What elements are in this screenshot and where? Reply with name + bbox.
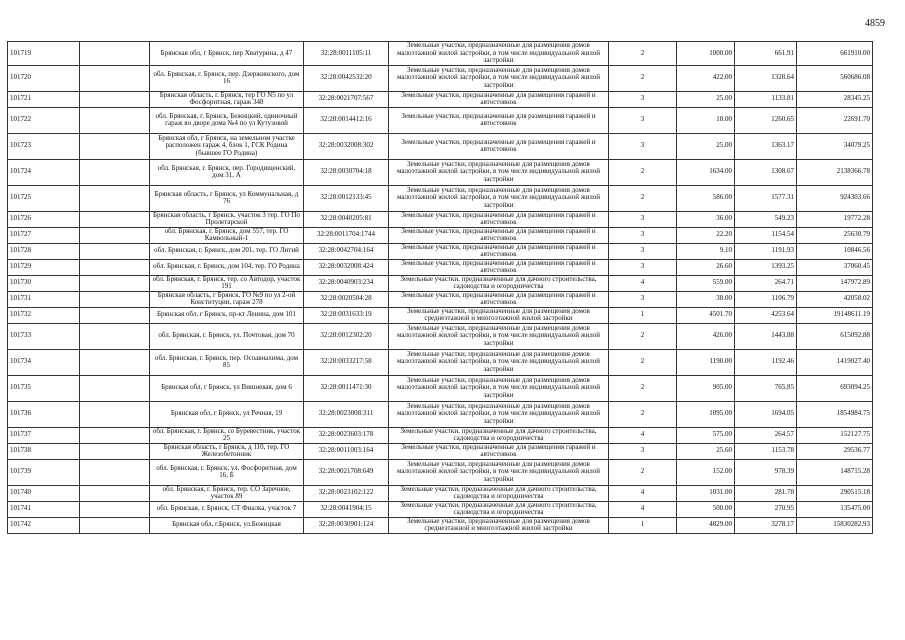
record-id-cell: 101730 — [8, 275, 80, 291]
area-cell: 25.00 — [677, 91, 735, 107]
table-row — [8, 42, 873, 66]
address-cell: Брянская обл, г.Брянск, ул.Бежицкая — [150, 517, 304, 533]
cadastral-value-cell: 924303.66 — [797, 185, 873, 211]
specific-value-cell: 1443.88 — [735, 323, 797, 349]
specific-value-cell: 1694.05 — [735, 401, 797, 427]
land-use-cell: Земельные участки, предназначенные для дачного строительства, садоводства и огородничества — [389, 485, 609, 501]
table-row — [8, 275, 873, 291]
record-id-cell: 101725 — [8, 185, 80, 211]
record-id-cell: 101722 — [8, 107, 80, 133]
land-use-cell: Земельные участки, предназначенные для размещения домов среднеэтажной и многоэтажной жилой застройки — [389, 517, 609, 533]
address-cell: Брянская область, г Брянск, участок 3 тер. ГО По Пролетарской — [150, 211, 304, 227]
empty-cell — [80, 91, 150, 107]
cadastral-number-cell: 32:28:0011105:11 — [304, 42, 389, 66]
area-cell: 26.60 — [677, 259, 735, 275]
empty-cell — [80, 427, 150, 443]
use-group-cell: 4 — [609, 427, 677, 443]
land-use-cell: Земельные участки, предназначенные для размещения гаражей и автостоянок — [389, 107, 609, 133]
record-id-cell: 101724 — [8, 159, 80, 185]
cadastral-number-cell: 32:28:0033217:58 — [304, 349, 389, 375]
empty-cell — [80, 375, 150, 401]
cadastral-number-cell: 32:28:0023603:178 — [304, 427, 389, 443]
record-id-cell: 101721 — [8, 91, 80, 107]
area-cell: 422.00 — [677, 65, 735, 91]
address-cell: Брянская область, г Брянск, д 110, тер. ГО Железобетонник — [150, 443, 304, 459]
specific-value-cell: 281.78 — [735, 485, 797, 501]
table-row — [8, 185, 873, 211]
empty-cell — [80, 459, 150, 485]
empty-cell — [80, 485, 150, 501]
address-cell: Брянская обл, г Брянск, ул Речная, 19 — [150, 401, 304, 427]
table-row — [8, 227, 873, 243]
cadastral-number-cell: 32:28:0023008:311 — [304, 401, 389, 427]
cadastral-value-cell: 10846.56 — [797, 243, 873, 259]
use-group-cell: 2 — [609, 401, 677, 427]
area-cell: 4829.00 — [677, 517, 735, 533]
record-id-cell: 101729 — [8, 259, 80, 275]
empty-cell — [80, 133, 150, 159]
area-cell: 575.00 — [677, 427, 735, 443]
area-cell: 1095.00 — [677, 401, 735, 427]
cadastral-number-cell: 32:28:0040205:81 — [304, 211, 389, 227]
address-cell: Брянская область, г Брянск, ГО №9 по ул 2-ой Конституции, гараж 278 — [150, 291, 304, 307]
cadastral-number-cell: 32:28:0011704:1744 — [304, 227, 389, 243]
record-id-cell: 101734 — [8, 349, 80, 375]
land-use-cell: Земельные участки, предназначенные для размещения гаражей и автостоянок — [389, 291, 609, 307]
area-cell: 559.00 — [677, 275, 735, 291]
empty-cell — [80, 107, 150, 133]
record-id-cell: 101736 — [8, 401, 80, 427]
table-row — [8, 307, 873, 323]
area-cell: 1190.00 — [677, 349, 735, 375]
empty-cell — [80, 243, 150, 259]
use-group-cell: 3 — [609, 259, 677, 275]
cadastral-number-cell: 32:28:0031633:19 — [304, 307, 389, 323]
page-number: 4859 — [865, 18, 885, 29]
cadastral-number-cell: 32:28:0032008:424 — [304, 259, 389, 275]
use-group-cell: 3 — [609, 243, 677, 259]
table-body — [8, 42, 873, 534]
cadastral-value-cell: 29536.77 — [797, 443, 873, 459]
cadastral-value-cell: 19148611.19 — [797, 307, 873, 323]
cadastral-number-cell: 32:28:0021708:649 — [304, 459, 389, 485]
cadastral-value-cell: 290515.18 — [797, 485, 873, 501]
cadastral-value-cell: 2138366.78 — [797, 159, 873, 185]
record-id-cell: 101739 — [8, 459, 80, 485]
address-cell: обл. Брянская, г. Брянск, СТ Фиалка, участок 7 — [150, 501, 304, 517]
area-cell: 1634.00 — [677, 159, 735, 185]
land-use-cell: Земельные участки, предназначенные для размещения домов малоэтажной жилой застройки, в том числе индивидуальной жилой застройки — [389, 323, 609, 349]
address-cell: обл. Брянская, г. Брянск, ул. Фосфоритная, дом 16, Б — [150, 459, 304, 485]
empty-cell — [80, 159, 150, 185]
cadastral-number-cell: 32:28:0030901:124 — [304, 517, 389, 533]
table-row — [8, 243, 873, 259]
table-row — [8, 159, 873, 185]
address-cell: обл. Брянская, г. Брянск, дом 557, тер. ГО Камвольный-1 — [150, 227, 304, 243]
area-cell: 500.00 — [677, 501, 735, 517]
table-row — [8, 107, 873, 133]
empty-cell — [80, 65, 150, 91]
cadastral-value-cell: 37060.45 — [797, 259, 873, 275]
address-cell: Брянская обл, г Брянск, пр-кт Ленина, дом 101 — [150, 307, 304, 323]
empty-cell — [80, 443, 150, 459]
address-cell: обл. Брянская, г. Брянск, пер. Осоавиахима, дом 85 — [150, 349, 304, 375]
empty-cell — [80, 42, 150, 66]
cadastral-value-cell: 661910.00 — [797, 42, 873, 66]
address-cell: Брянская обл, г Брянск, на земельном участке расположен гараж 4, блок 1, ГСК Родина (бывшее ГО Родина) — [150, 133, 304, 159]
cadastral-value-cell: 152127.75 — [797, 427, 873, 443]
specific-value-cell: 264.71 — [735, 275, 797, 291]
record-id-cell: 101732 — [8, 307, 80, 323]
area-cell: 38.00 — [677, 291, 735, 307]
address-cell: обл. Брянская, г. Брянск, дом 201, тер. ГО Литий — [150, 243, 304, 259]
cadastral-number-cell: 32:28:0042532:20 — [304, 65, 389, 91]
record-id-cell: 101728 — [8, 243, 80, 259]
use-group-cell: 1 — [609, 307, 677, 323]
area-cell: 25.60 — [677, 443, 735, 459]
address-cell: обл. Брянская, г. Брянск, ул. Почтовая, дом 70 — [150, 323, 304, 349]
use-group-cell: 2 — [609, 349, 677, 375]
use-group-cell: 2 — [609, 65, 677, 91]
address-cell: Брянская область, г Брянск, ул Коммунальная, д 76 — [150, 185, 304, 211]
cadastral-value-cell: 615092.88 — [797, 323, 873, 349]
specific-value-cell: 1153.78 — [735, 443, 797, 459]
area-cell: 426.00 — [677, 323, 735, 349]
cadastral-number-cell: 32:28:0011471:30 — [304, 375, 389, 401]
specific-value-cell: 1106.79 — [735, 291, 797, 307]
empty-cell — [80, 349, 150, 375]
area-cell: 1000.00 — [677, 42, 735, 66]
area-cell: 9.10 — [677, 243, 735, 259]
cadastral-number-cell: 32:28:0042704:164 — [304, 243, 389, 259]
specific-value-cell: 661.91 — [735, 42, 797, 66]
cadastral-value-cell: 693094.25 — [797, 375, 873, 401]
empty-cell — [80, 185, 150, 211]
cadastral-value-cell: 148715.28 — [797, 459, 873, 485]
cadastral-value-cell: 15830282.93 — [797, 517, 873, 533]
cadastral-value-cell: 22691.70 — [797, 107, 873, 133]
table-row — [8, 401, 873, 427]
table-row — [8, 211, 873, 227]
empty-cell — [80, 227, 150, 243]
cadastral-value-cell: 1854984.75 — [797, 401, 873, 427]
cadastral-number-cell: 32:28:0012133:45 — [304, 185, 389, 211]
use-group-cell: 3 — [609, 133, 677, 159]
specific-value-cell: 549.23 — [735, 211, 797, 227]
use-group-cell: 2 — [609, 185, 677, 211]
area-cell: 905.00 — [677, 375, 735, 401]
specific-value-cell: 1328.64 — [735, 65, 797, 91]
empty-cell — [80, 259, 150, 275]
area-cell: 4501.70 — [677, 307, 735, 323]
record-id-cell: 101740 — [8, 485, 80, 501]
table-row — [8, 459, 873, 485]
cadastral-number-cell: 32:28:0014412:16 — [304, 107, 389, 133]
use-group-cell: 4 — [609, 275, 677, 291]
land-use-cell: Земельные участки, предназначенные для размещения домов малоэтажной жилой застройки, в том числе индивидуальной жилой застройки — [389, 65, 609, 91]
use-group-cell: 4 — [609, 501, 677, 517]
land-use-cell: Земельные участки, предназначенные для размещения гаражей и автостоянок — [389, 243, 609, 259]
specific-value-cell: 3278.17 — [735, 517, 797, 533]
land-use-cell: Земельные участки, предназначенные для размещения домов малоэтажной жилой застройки, в том числе индивидуальной жилой застройки — [389, 185, 609, 211]
land-use-cell: Земельные участки, предназначенные для размещения гаражей и автостоянок — [389, 443, 609, 459]
specific-value-cell: 270.95 — [735, 501, 797, 517]
table-row — [8, 501, 873, 517]
cadastral-value-cell: 560686.08 — [797, 65, 873, 91]
record-id-cell: 101738 — [8, 443, 80, 459]
record-id-cell: 101737 — [8, 427, 80, 443]
address-cell: обл. Брянская, г. Брянск, Бежицкий, одиночный гараж во дворе дома №4 по ул Кутузовой — [150, 107, 304, 133]
land-use-cell: Земельные участки, предназначенные для дачного строительства, садоводства и огородничества — [389, 427, 609, 443]
record-id-cell: 101735 — [8, 375, 80, 401]
use-group-cell: 2 — [609, 42, 677, 66]
area-cell: 18.00 — [677, 107, 735, 133]
area-cell: 586.00 — [677, 185, 735, 211]
record-id-cell: 101726 — [8, 211, 80, 227]
specific-value-cell: 1191.93 — [735, 243, 797, 259]
land-use-cell: Земельные участки, предназначенные для размещения домов малоэтажной жилой застройки, в том числе индивидуальной жилой застройки — [389, 159, 609, 185]
cadastral-value-cell: 19772.28 — [797, 211, 873, 227]
address-cell: обл. Брянская, г. Брянск, пер. Городищенский, дом 31, А — [150, 159, 304, 185]
area-cell: 1031.00 — [677, 485, 735, 501]
use-group-cell: 3 — [609, 211, 677, 227]
land-use-cell: Земельные участки, предназначенные для размещения гаражей и автостоянок — [389, 259, 609, 275]
address-cell: Брянская область, г. Брянск, тер ГО N5 по ул Фосфоритная, гараж 348 — [150, 91, 304, 107]
address-cell: обл. Брянская, г. Брянск, пер. Дзержинского, дом 16 — [150, 65, 304, 91]
cadastral-number-cell: 32:28:0030704:18 — [304, 159, 389, 185]
address-cell: Брянская обл, г Брянск, ул Вишневая, дом 6 — [150, 375, 304, 401]
empty-cell — [80, 323, 150, 349]
table-row — [8, 375, 873, 401]
address-cell: Брянская обл, г Брянск, пер Хватурина, д 47 — [150, 42, 304, 66]
cadastral-number-cell: 32:28:0023102:122 — [304, 485, 389, 501]
land-use-cell: Земельные участки, предназначенные для размещения домов малоэтажной жилой застройки, в том числе индивидуальной жилой застройки — [389, 349, 609, 375]
cadastral-value-cell: 28345.25 — [797, 91, 873, 107]
table-row — [8, 427, 873, 443]
record-id-cell: 101731 — [8, 291, 80, 307]
cadastral-number-cell: 32:28:0020504:28 — [304, 291, 389, 307]
address-cell: обл. Брянская, г. Брянск, со Буревестник, участок 25 — [150, 427, 304, 443]
specific-value-cell: 1577.31 — [735, 185, 797, 211]
use-group-cell: 2 — [609, 459, 677, 485]
record-id-cell: 101720 — [8, 65, 80, 91]
specific-value-cell: 765.85 — [735, 375, 797, 401]
empty-cell — [80, 501, 150, 517]
land-use-cell: Земельные участки, предназначенные для дачного строительства, садоводства и огородничества — [389, 275, 609, 291]
use-group-cell: 3 — [609, 291, 677, 307]
cadastral-number-cell: 32:28:0021707:567 — [304, 91, 389, 107]
table-row — [8, 133, 873, 159]
specific-value-cell: 1308.67 — [735, 159, 797, 185]
use-group-cell: 3 — [609, 91, 677, 107]
record-id-cell: 101723 — [8, 133, 80, 159]
land-use-cell: Земельные участки, предназначенные для размещения домов среднеэтажной и многоэтажной жилой застройки — [389, 307, 609, 323]
specific-value-cell: 1260.65 — [735, 107, 797, 133]
empty-cell — [80, 307, 150, 323]
empty-cell — [80, 401, 150, 427]
record-id-cell: 101741 — [8, 501, 80, 517]
address-cell: обл. Брянская, г. Брянск, дом 104, тер. ГО Родина — [150, 259, 304, 275]
cadastral-value-cell: 135475.00 — [797, 501, 873, 517]
address-cell: обл. Брянская, г. Брянск, тер. СО Заречное, участок 89 — [150, 485, 304, 501]
empty-cell — [80, 211, 150, 227]
cadastral-number-cell: 32:28:0041904:15 — [304, 501, 389, 517]
table-row — [8, 259, 873, 275]
area-cell: 25.00 — [677, 133, 735, 159]
table-row — [8, 291, 873, 307]
use-group-cell: 3 — [609, 227, 677, 243]
record-id-cell: 101727 — [8, 227, 80, 243]
empty-cell — [80, 275, 150, 291]
cadastral-number-cell: 32:28:0040903:234 — [304, 275, 389, 291]
specific-value-cell: 978.39 — [735, 459, 797, 485]
area-cell: 152.00 — [677, 459, 735, 485]
table-row — [8, 323, 873, 349]
area-cell: 36.00 — [677, 211, 735, 227]
land-use-cell: Земельные участки, предназначенные для размещения домов малоэтажной жилой застройки, в том числе индивидуальной жилой застройки — [389, 375, 609, 401]
land-use-cell: Земельные участки, предназначенные для размещения домов малоэтажной жилой застройки, в том числе индивидуальной жилой застройки — [389, 401, 609, 427]
land-use-cell: Земельные участки, предназначенные для дачного строительства, садоводства и огородничества — [389, 501, 609, 517]
land-use-cell: Земельные участки, предназначенные для размещения домов малоэтажной жилой застройки, в том числе индивидуальной жилой застройки — [389, 459, 609, 485]
land-use-cell: Земельные участки, предназначенные для размещения домов малоэтажной жилой застройки, в том числе индивидуальной жилой застройки — [389, 42, 609, 66]
specific-value-cell: 4253.64 — [735, 307, 797, 323]
cadastral-value-cell: 42058.02 — [797, 291, 873, 307]
specific-value-cell: 1133.81 — [735, 91, 797, 107]
table-row — [8, 443, 873, 459]
specific-value-cell: 1192.46 — [735, 349, 797, 375]
table-row — [8, 349, 873, 375]
land-use-cell: Земельные участки, предназначенные для размещения гаражей и автостоянок — [389, 133, 609, 159]
land-use-cell: Земельные участки, предназначенные для размещения гаражей и автостоянок — [389, 91, 609, 107]
cadastral-value-cell: 34079.25 — [797, 133, 873, 159]
use-group-cell: 2 — [609, 375, 677, 401]
specific-value-cell: 264.57 — [735, 427, 797, 443]
cadastral-number-cell: 32:28:0012302:20 — [304, 323, 389, 349]
cadastral-number-cell: 32:28:0032008:302 — [304, 133, 389, 159]
address-cell: обл. Брянская, г. Брянск, тер. со Автодор, участок 191 — [150, 275, 304, 291]
land-use-cell: Земельные участки, предназначенные для размещения гаражей и автостоянок — [389, 211, 609, 227]
cadastral-value-table — [7, 41, 873, 534]
use-group-cell: 4 — [609, 485, 677, 501]
use-group-cell: 1 — [609, 517, 677, 533]
land-use-cell: Земельные участки, предназначенные для размещения гаражей и автостоянок — [389, 227, 609, 243]
use-group-cell: 3 — [609, 443, 677, 459]
area-cell: 22.20 — [677, 227, 735, 243]
table-row — [8, 65, 873, 91]
use-group-cell: 2 — [609, 159, 677, 185]
cadastral-number-cell: 32:28:0011003:164 — [304, 443, 389, 459]
specific-value-cell: 1393.25 — [735, 259, 797, 275]
record-id-cell: 101742 — [8, 517, 80, 533]
empty-cell — [80, 291, 150, 307]
record-id-cell: 101733 — [8, 323, 80, 349]
table-row — [8, 91, 873, 107]
use-group-cell: 2 — [609, 323, 677, 349]
record-id-cell: 101719 — [8, 42, 80, 66]
cadastral-value-cell: 1419027.40 — [797, 349, 873, 375]
cadastral-value-cell: 147972.89 — [797, 275, 873, 291]
cadastral-value-cell: 25630.79 — [797, 227, 873, 243]
empty-cell — [80, 517, 150, 533]
use-group-cell: 3 — [609, 107, 677, 133]
table-row — [8, 517, 873, 533]
table-row — [8, 485, 873, 501]
specific-value-cell: 1154.54 — [735, 227, 797, 243]
specific-value-cell: 1363.17 — [735, 133, 797, 159]
